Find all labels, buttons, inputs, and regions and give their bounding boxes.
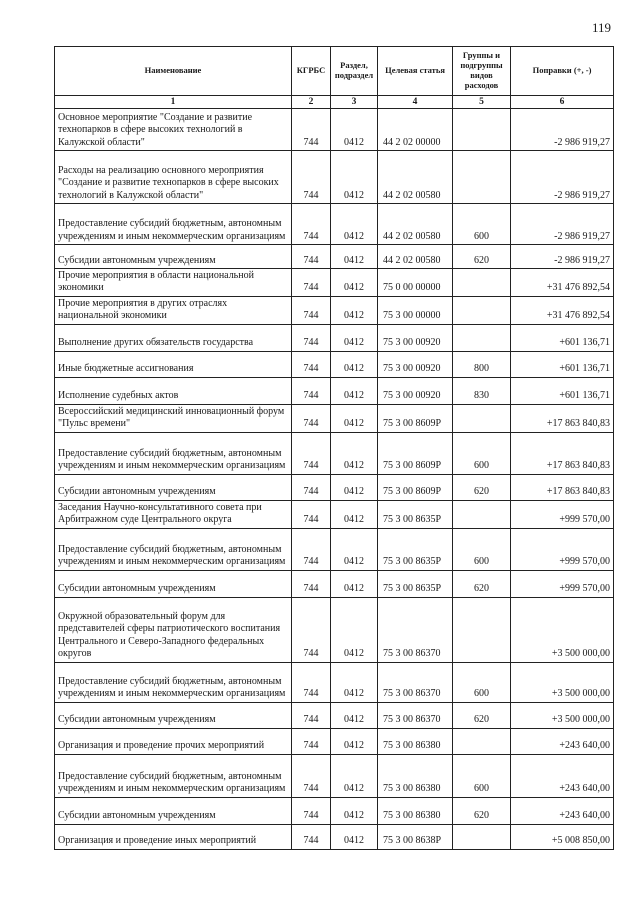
row-amount: +3 500 000,00 [511,662,614,702]
table-row [55,269,614,297]
table-row [55,754,614,797]
row-name: Исполнение судебных актов [55,377,292,404]
table-row [55,702,614,728]
row-target: 75 3 00 8609Р [378,474,453,500]
row-kgrbs: 744 [292,474,331,500]
row-kgrbs: 744 [292,204,331,245]
row-group: 620 [453,474,511,500]
table-row [55,324,614,351]
row-amount: +17 863 840,83 [511,474,614,500]
row-target: 44 2 02 00580 [378,204,453,245]
row-section: 0412 [331,662,378,702]
row-amount: +999 570,00 [511,500,614,528]
row-group: 600 [453,662,511,702]
row-group [453,296,511,324]
row-name: Предоставление субсидий бюджетным, автономным учреждениям и иным некоммерческим организациям [55,432,292,474]
row-target: 75 3 00 86380 [378,754,453,797]
row-kgrbs: 744 [292,797,331,824]
table-row [55,245,614,269]
row-kgrbs: 744 [292,662,331,702]
row-section: 0412 [331,728,378,754]
row-section: 0412 [331,269,378,297]
table-header-row [55,47,614,96]
header-name: Наименование [55,47,292,96]
row-kgrbs: 744 [292,404,331,432]
row-name: Предоставление субсидий бюджетным, автономным учреждениям и иным некоммерческим организациям [55,528,292,570]
row-kgrbs: 744 [292,324,331,351]
row-name: Предоставление субсидий бюджетным, автономным учреждениям и иным некоммерческим организациям [55,754,292,797]
row-kgrbs: 744 [292,528,331,570]
row-name: Всероссийский медицинский инновационный форум "Пульс времени" [55,404,292,432]
row-amount: +601 136,71 [511,351,614,377]
row-name: Выполнение других обязательств государства [55,324,292,351]
row-target: 75 3 00 8609Р [378,404,453,432]
row-name: Субсидии автономным учреждениям [55,797,292,824]
row-section: 0412 [331,570,378,597]
row-section: 0412 [331,597,378,662]
column-number: 1 [55,96,292,109]
table-row [55,528,614,570]
header-kgrbs: КГРБС [292,47,331,96]
row-name: Организация и проведение иных мероприятий [55,824,292,849]
row-amount: -2 986 919,27 [511,151,614,204]
table-row [55,500,614,528]
row-group: 620 [453,570,511,597]
table-row [55,824,614,849]
row-group [453,597,511,662]
row-group [453,728,511,754]
table-row [55,797,614,824]
row-kgrbs: 744 [292,269,331,297]
row-target: 75 3 00 8638Р [378,824,453,849]
row-kgrbs: 744 [292,500,331,528]
table-row [55,109,614,151]
row-target: 75 0 00 00000 [378,269,453,297]
table-row [55,728,614,754]
table-row [55,597,614,662]
row-amount: +17 863 840,83 [511,432,614,474]
row-section: 0412 [331,109,378,151]
row-kgrbs: 744 [292,245,331,269]
row-section: 0412 [331,404,378,432]
row-target: 44 2 02 00580 [378,245,453,269]
column-number: 2 [292,96,331,109]
row-amount: +3 500 000,00 [511,597,614,662]
row-target: 75 3 00 00920 [378,377,453,404]
column-number-row [55,96,614,109]
table-row [55,377,614,404]
row-target: 75 3 00 8635Р [378,528,453,570]
row-amount: -2 986 919,27 [511,204,614,245]
row-target: 75 3 00 8609Р [378,432,453,474]
row-amount: +999 570,00 [511,528,614,570]
row-kgrbs: 744 [292,824,331,849]
row-section: 0412 [331,245,378,269]
row-name: Организация и проведение прочих мероприятий [55,728,292,754]
row-section: 0412 [331,296,378,324]
row-section: 0412 [331,377,378,404]
row-kgrbs: 744 [292,432,331,474]
page-number: 119 [591,20,611,35]
row-group: 600 [453,754,511,797]
table-row [55,351,614,377]
header-amendments: Поправки (+, -) [511,47,614,96]
row-kgrbs: 744 [292,109,331,151]
row-group: 620 [453,702,511,728]
row-name: Расходы на реализацию основного мероприятия "Создание и развитие технопарков в сфере высоких технологий в Калужской области" [55,151,292,204]
row-target: 75 3 00 86370 [378,662,453,702]
row-section: 0412 [331,351,378,377]
row-group: 620 [453,245,511,269]
row-section: 0412 [331,528,378,570]
column-number: 3 [331,96,378,109]
row-amount: +31 476 892,54 [511,269,614,297]
row-name: Субсидии автономным учреждениям [55,474,292,500]
row-target: 75 3 00 86370 [378,597,453,662]
row-group [453,500,511,528]
row-group [453,824,511,849]
table-row [55,474,614,500]
row-amount: +601 136,71 [511,377,614,404]
row-target: 75 3 00 86370 [378,702,453,728]
row-target: 75 3 00 86380 [378,728,453,754]
table-row [55,404,614,432]
table-row [55,296,614,324]
row-kgrbs: 744 [292,597,331,662]
row-group [453,324,511,351]
row-group [453,404,511,432]
row-target: 75 3 00 86380 [378,797,453,824]
header-target: Целевая статья [378,47,453,96]
row-kgrbs: 744 [292,702,331,728]
table-body [55,109,614,850]
table-row [55,151,614,204]
row-name: Прочие мероприятия в области национальной экономики [55,269,292,297]
row-name: Окружной образовательный форум для представителей сферы патриотического воспитания Центрального и Северо-Западного федеральных округов [55,597,292,662]
row-amount: +31 476 892,54 [511,296,614,324]
table-row [55,204,614,245]
row-name: Субсидии автономным учреждениям [55,245,292,269]
row-section: 0412 [331,151,378,204]
row-group: 600 [453,432,511,474]
row-amount: -2 986 919,27 [511,245,614,269]
row-name: Прочие мероприятия в других отраслях национальной экономики [55,296,292,324]
row-amount: -2 986 919,27 [511,109,614,151]
row-section: 0412 [331,324,378,351]
row-section: 0412 [331,702,378,728]
row-kgrbs: 744 [292,754,331,797]
row-group [453,109,511,151]
row-amount: +999 570,00 [511,570,614,597]
row-amount: +243 640,00 [511,797,614,824]
row-kgrbs: 744 [292,570,331,597]
row-group: 800 [453,351,511,377]
row-kgrbs: 744 [292,351,331,377]
budget-amendments-table [54,46,614,850]
row-target: 75 3 00 8635Р [378,570,453,597]
column-number: 4 [378,96,453,109]
row-section: 0412 [331,754,378,797]
row-group: 620 [453,797,511,824]
row-section: 0412 [331,824,378,849]
row-name: Субсидии автономным учреждениям [55,570,292,597]
table-row [55,570,614,597]
row-section: 0412 [331,500,378,528]
row-target: 75 3 00 00920 [378,324,453,351]
row-amount: +243 640,00 [511,728,614,754]
row-name: Предоставление субсидий бюджетным, автономным учреждениям и иным некоммерческим организациям [55,662,292,702]
row-name: Заседания Научно-консультативного совета при Арбитражном суде Центрального округа [55,500,292,528]
column-number: 5 [453,96,511,109]
row-kgrbs: 744 [292,296,331,324]
row-target: 75 3 00 00000 [378,296,453,324]
row-group: 600 [453,528,511,570]
row-target: 44 2 02 00580 [378,151,453,204]
row-amount: +3 500 000,00 [511,702,614,728]
header-groups: Группы и подгруппы видов расходов [453,47,511,96]
row-group: 600 [453,204,511,245]
row-name: Субсидии автономным учреждениям [55,702,292,728]
row-kgrbs: 744 [292,151,331,204]
row-target: 44 2 02 00000 [378,109,453,151]
row-section: 0412 [331,797,378,824]
table-row [55,662,614,702]
row-section: 0412 [331,432,378,474]
row-section: 0412 [331,474,378,500]
row-group [453,269,511,297]
row-name: Основное мероприятие "Создание и развитие технопарков в сфере высоких технологий в Калужской области" [55,109,292,151]
row-group: 830 [453,377,511,404]
row-kgrbs: 744 [292,728,331,754]
row-name: Предоставление субсидий бюджетным, автономным учреждениям и иным некоммерческим организациям [55,204,292,245]
row-target: 75 3 00 00920 [378,351,453,377]
row-amount: +601 136,71 [511,324,614,351]
row-amount: +17 863 840,83 [511,404,614,432]
header-section: Раздел, подраздел [331,47,378,96]
row-group [453,151,511,204]
table-row [55,432,614,474]
row-section: 0412 [331,204,378,245]
row-amount: +5 008 850,00 [511,824,614,849]
row-kgrbs: 744 [292,377,331,404]
row-name: Иные бюджетные ассигнования [55,351,292,377]
row-amount: +243 640,00 [511,754,614,797]
row-target: 75 3 00 8635Р [378,500,453,528]
column-number: 6 [511,96,614,109]
